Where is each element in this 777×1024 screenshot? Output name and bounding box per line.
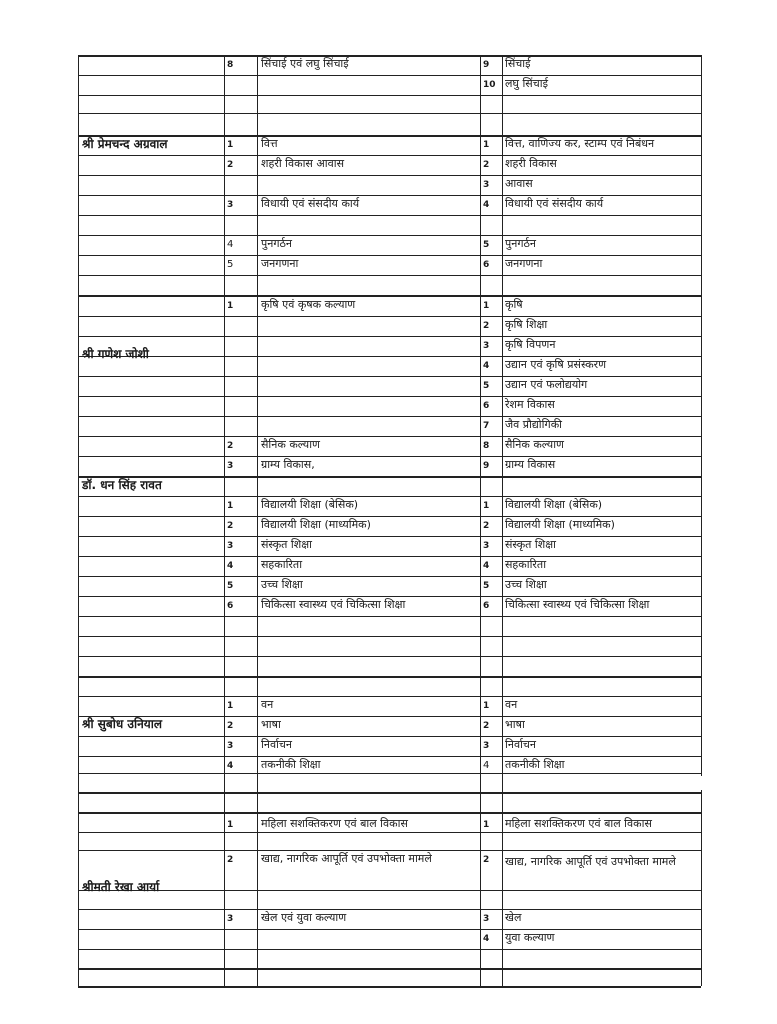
grid-line bbox=[78, 215, 701, 216]
old-dept-name: शहरी विकास आवास bbox=[261, 157, 345, 170]
minister-name: डॉ. धन सिंह रावत bbox=[82, 478, 162, 492]
new-dept-number: 9 bbox=[483, 461, 490, 471]
old-dept-number: 2 bbox=[227, 855, 234, 865]
new-dept-name: लघु सिंचाई bbox=[505, 77, 548, 90]
grid-line bbox=[78, 275, 701, 276]
old-dept-number: 6 bbox=[227, 601, 234, 611]
new-dept-number: 1 bbox=[483, 701, 490, 711]
old-dept-number: 1 bbox=[227, 301, 234, 311]
old-dept-name: चिकित्सा स्वास्थ्य एवं चिकित्सा शिक्षा bbox=[261, 598, 406, 611]
new-dept-name: विधायी एवं संसदीय कार्य bbox=[505, 197, 604, 210]
old-dept-number: 1 bbox=[227, 820, 234, 830]
old-dept-name: सैनिक कल्याण bbox=[261, 438, 320, 451]
old-dept-name: पुनगर्ठन bbox=[261, 237, 293, 250]
new-dept-name: खाद्य, नागरिक आपूर्ति एवं उपभोक्ता मामले bbox=[505, 855, 676, 868]
new-dept-number: 2 bbox=[483, 160, 490, 170]
old-dept-name: कृषि एवं कृषक कल्याण bbox=[261, 298, 356, 311]
grid-line bbox=[78, 113, 701, 114]
new-dept-number: 9 bbox=[483, 60, 490, 70]
minister-name: श्रीमती रेखा आर्या bbox=[82, 880, 160, 894]
grid-line bbox=[701, 55, 702, 776]
new-dept-number: 5 bbox=[483, 240, 490, 250]
old-dept-number: 5 bbox=[227, 259, 234, 270]
new-dept-number: 2 bbox=[483, 321, 490, 331]
grid-line bbox=[78, 576, 701, 577]
old-dept-number: 4 bbox=[227, 761, 234, 771]
new-dept-number: 4 bbox=[483, 200, 490, 210]
new-dept-name: संस्कृत शिक्षा bbox=[505, 538, 556, 551]
old-dept-name: उच्च शिक्षा bbox=[261, 578, 303, 591]
new-dept-name: कृषि विपणन bbox=[505, 338, 556, 351]
grid-line bbox=[701, 790, 702, 986]
old-dept-name: जनगणना bbox=[261, 257, 299, 270]
new-dept-name: पुनगर्ठन bbox=[505, 237, 537, 250]
grid-line bbox=[78, 235, 701, 236]
new-dept-number: 4 bbox=[483, 934, 490, 944]
new-dept-name: युवा कल्याण bbox=[505, 931, 555, 944]
old-dept-number: 2 bbox=[227, 160, 234, 170]
new-dept-name: उद्यान एवं कृषि प्रसंस्करण bbox=[505, 358, 607, 371]
grid-line bbox=[78, 376, 701, 377]
new-dept-name: सहकारिता bbox=[505, 558, 547, 571]
grid-line bbox=[78, 195, 701, 196]
grid-line bbox=[78, 476, 701, 478]
new-dept-name: वित्त, वाणिज्य कर, स्टाम्प एवं निबंधन bbox=[505, 137, 655, 150]
grid-line bbox=[78, 416, 701, 417]
grid-line bbox=[78, 850, 701, 851]
old-dept-number: 3 bbox=[227, 914, 234, 924]
old-dept-name: तकनीकी शिक्षा bbox=[261, 758, 321, 771]
grid-line bbox=[78, 756, 701, 757]
grid-line bbox=[78, 436, 701, 437]
grid-line bbox=[78, 792, 701, 794]
new-dept-name: भाषा bbox=[505, 718, 525, 731]
new-dept-number: 3 bbox=[483, 914, 490, 924]
grid-line bbox=[78, 986, 701, 988]
new-dept-name: चिकित्सा स्वास्थ्य एवं चिकित्सा शिक्षा bbox=[505, 598, 650, 611]
new-dept-name: विद्यालयी शिक्षा (माध्यमिक) bbox=[505, 518, 615, 531]
old-dept-number: 3 bbox=[227, 461, 234, 471]
old-dept-number: 8 bbox=[227, 60, 234, 70]
old-dept-name: वित्त bbox=[261, 137, 278, 150]
new-dept-number: 4 bbox=[483, 561, 490, 571]
minister-name: श्री सुबोध उनियाल bbox=[82, 717, 162, 731]
old-dept-number: 2 bbox=[227, 721, 234, 731]
new-dept-name: जैव प्रौद्योगिकी bbox=[505, 418, 563, 431]
new-dept-name: तकनीकी शिक्षा bbox=[505, 758, 565, 771]
grid-line bbox=[78, 812, 701, 814]
new-dept-name: सिंचाई bbox=[505, 57, 531, 70]
old-dept-name: खाद्य, नागरिक आपूर्ति एवं उपभोक्ता मामले bbox=[261, 852, 432, 865]
old-dept-name: निर्वाचन bbox=[261, 738, 293, 751]
old-dept-number: 3 bbox=[227, 200, 234, 210]
grid-line bbox=[78, 95, 701, 96]
grid-line bbox=[78, 75, 701, 76]
old-dept-number: 1 bbox=[227, 501, 234, 511]
new-dept-name: कृषि bbox=[505, 298, 523, 311]
new-dept-number: 5 bbox=[483, 581, 490, 591]
old-dept-number: 2 bbox=[227, 521, 234, 531]
new-dept-number: 3 bbox=[483, 541, 490, 551]
grid-line bbox=[78, 949, 701, 950]
new-dept-number: 10 bbox=[483, 80, 496, 90]
grid-line bbox=[480, 55, 481, 986]
old-dept-number: 1 bbox=[227, 701, 234, 711]
old-dept-number: 3 bbox=[227, 741, 234, 751]
grid-line bbox=[78, 356, 701, 357]
new-dept-number: 8 bbox=[483, 441, 490, 451]
new-dept-name: ग्राम्य विकास bbox=[505, 458, 556, 471]
new-dept-name: महिला सशक्तिकरण एवं बाल विकास bbox=[505, 817, 652, 830]
new-dept-name: उद्यान एवं फलोद्ययोग bbox=[505, 378, 588, 391]
new-dept-name: जनगणना bbox=[505, 257, 543, 270]
new-dept-number: 6 bbox=[483, 401, 490, 411]
old-dept-name: संस्कृत शिक्षा bbox=[261, 538, 312, 551]
grid-line bbox=[78, 456, 701, 457]
grid-line bbox=[78, 496, 701, 497]
new-dept-name: सैनिक कल्याण bbox=[505, 438, 564, 451]
new-dept-name: शहरी विकास bbox=[505, 157, 557, 170]
new-dept-name: विद्यालयी शिक्षा (बेसिक) bbox=[505, 498, 603, 511]
grid-line bbox=[78, 736, 701, 737]
grid-line bbox=[78, 295, 701, 297]
old-dept-name: खेल एवं युवा कल्याण bbox=[261, 911, 347, 924]
grid-line bbox=[78, 616, 701, 617]
grid-line bbox=[78, 556, 701, 557]
old-dept-number: 2 bbox=[227, 441, 234, 451]
old-dept-name: महिला सशक्तिकरण एवं बाल विकास bbox=[261, 817, 408, 830]
old-dept-number: 4 bbox=[227, 561, 234, 571]
grid-line bbox=[78, 832, 701, 833]
new-dept-number: 6 bbox=[483, 601, 490, 611]
old-dept-name: सहकारिता bbox=[261, 558, 303, 571]
grid-line bbox=[78, 676, 701, 678]
old-dept-name: विद्यालयी शिक्षा (माध्यमिक) bbox=[261, 518, 371, 531]
old-dept-name: भाषा bbox=[261, 718, 281, 731]
old-dept-name: वन bbox=[261, 698, 274, 711]
new-dept-name: वन bbox=[505, 698, 518, 711]
grid-line bbox=[78, 716, 701, 717]
grid-line bbox=[78, 255, 701, 256]
minister-name: श्री प्रेमचन्द अग्रवाल bbox=[82, 137, 168, 151]
new-dept-name: उच्च शिक्षा bbox=[505, 578, 547, 591]
grid-line bbox=[502, 55, 503, 986]
grid-line bbox=[78, 890, 701, 891]
grid-line bbox=[78, 773, 701, 774]
new-dept-number: 3 bbox=[483, 341, 490, 351]
grid-line bbox=[78, 656, 701, 657]
grid-line bbox=[78, 596, 701, 597]
grid-line bbox=[78, 55, 701, 57]
grid-line bbox=[78, 336, 701, 337]
grid-line bbox=[78, 155, 701, 156]
grid-line bbox=[78, 929, 701, 930]
grid-line bbox=[78, 175, 701, 176]
grid-line bbox=[78, 968, 701, 970]
old-dept-name: विधायी एवं संसदीय कार्य bbox=[261, 197, 360, 210]
grid-line bbox=[78, 536, 701, 537]
grid-line bbox=[78, 696, 701, 697]
old-dept-name: ग्राम्य विकास, bbox=[261, 458, 315, 471]
grid-line bbox=[78, 396, 701, 397]
new-dept-number: 2 bbox=[483, 521, 490, 531]
new-dept-name: निर्वाचन bbox=[505, 738, 537, 751]
new-dept-number: 2 bbox=[483, 855, 490, 865]
new-dept-number: 1 bbox=[483, 501, 490, 511]
grid-line bbox=[78, 316, 701, 317]
new-dept-name: खेल bbox=[505, 911, 522, 924]
grid-line bbox=[78, 909, 701, 910]
old-dept-number: 5 bbox=[227, 581, 234, 591]
old-dept-number: 1 bbox=[227, 140, 234, 150]
grid-line bbox=[78, 636, 701, 637]
grid-line bbox=[78, 516, 701, 517]
old-dept-number: 4 bbox=[227, 239, 234, 250]
new-dept-name: कृषि शिक्षा bbox=[505, 318, 548, 331]
new-dept-number: 4 bbox=[483, 760, 490, 771]
minister-name: श्री गणेश जोशी bbox=[82, 347, 149, 361]
new-dept-number: 1 bbox=[483, 301, 490, 311]
new-dept-number: 6 bbox=[483, 260, 490, 270]
grid-line bbox=[78, 55, 79, 986]
old-dept-name: विद्यालयी शिक्षा (बेसिक) bbox=[261, 498, 359, 511]
new-dept-name: रेशम विकास bbox=[505, 398, 555, 411]
old-dept-name: सिंचाई एवं लघु सिंचाई bbox=[261, 57, 349, 70]
new-dept-number: 3 bbox=[483, 180, 490, 190]
new-dept-number: 2 bbox=[483, 721, 490, 731]
new-dept-number: 5 bbox=[483, 381, 490, 391]
new-dept-number: 3 bbox=[483, 741, 490, 751]
new-dept-number: 1 bbox=[483, 140, 490, 150]
new-dept-number: 1 bbox=[483, 820, 490, 830]
grid-line bbox=[257, 55, 258, 986]
old-dept-number: 3 bbox=[227, 541, 234, 551]
new-dept-name: आवास bbox=[505, 177, 533, 190]
new-dept-number: 7 bbox=[483, 421, 490, 431]
new-dept-number: 4 bbox=[483, 361, 490, 371]
grid-line bbox=[224, 55, 225, 986]
